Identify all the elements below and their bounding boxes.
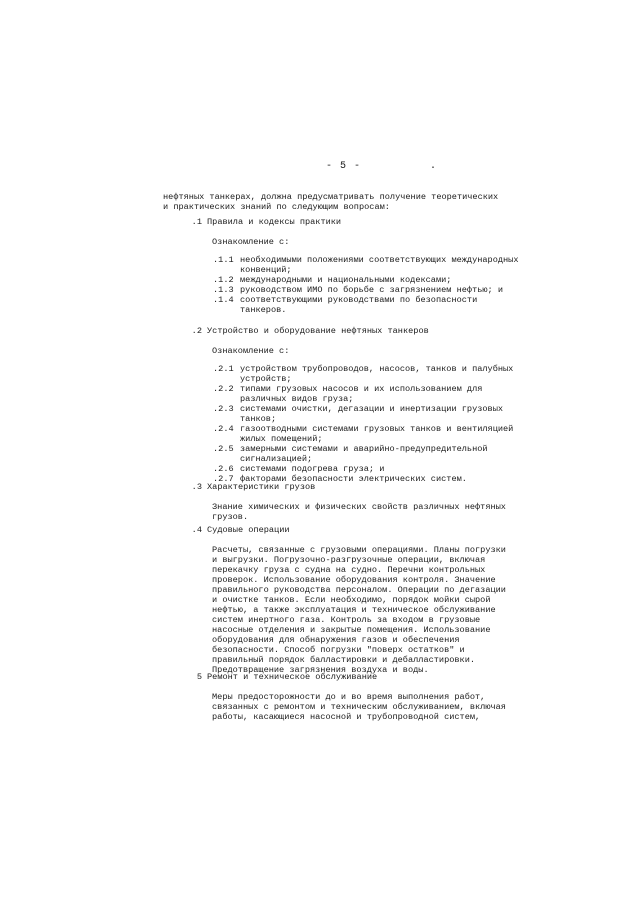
item-list bbox=[213, 255, 523, 315]
item-number: .2.1 bbox=[213, 364, 234, 374]
section-1 bbox=[163, 217, 523, 315]
item-text: замерными системами и аварийно-предупредительной сигнализацией; bbox=[240, 444, 488, 464]
item-text: факторами безопасности электрических систем. bbox=[240, 474, 467, 484]
item-text: соответствующими руководствами по безопасности танкеров. bbox=[240, 295, 478, 315]
section-title: Ремонт и техническое обслуживание bbox=[207, 672, 378, 682]
section-title: Характеристики грузов bbox=[207, 482, 316, 492]
item-number: .1.4 bbox=[213, 295, 234, 305]
item-number: .1.3 bbox=[213, 285, 234, 295]
section-number: .3 bbox=[191, 482, 202, 492]
section-subheading: Ознакомление с: bbox=[212, 237, 290, 247]
item-number: .2.4 bbox=[213, 424, 234, 434]
item-list bbox=[213, 364, 523, 484]
section-4 bbox=[163, 525, 523, 675]
item-text: типами грузовых насосов и их использованием для различных видов груза; bbox=[240, 384, 483, 404]
section-number: .2 bbox=[191, 326, 202, 336]
item-number: .1.1 bbox=[213, 255, 234, 265]
section-number: .4 bbox=[191, 525, 202, 535]
section-2 bbox=[163, 326, 523, 484]
item-text: международными и национальными кодексами; bbox=[240, 275, 452, 285]
section-paragraph: Знание химических и физических свойств различных нефтяных грузов. bbox=[212, 502, 506, 522]
item-text: газоотводными системами грузовых танков и вентиляцией жилых помещений; bbox=[240, 424, 514, 444]
stray-mark: . bbox=[430, 161, 437, 172]
item-text: необходимыми положениями соответствующих международных конвенций; bbox=[240, 255, 519, 275]
list-item bbox=[213, 444, 523, 464]
section-paragraph: Расчеты, связанные с грузовыми операциями. Планы погрузки и выгрузки. Погрузочно-разгрузочные операции, включая перекачку груза с судна на судно. Перечни контрольных проверок. Использование оборудования контроля. Значение правильного руководства персоналом. Операции по дегазации и очистке танков. Если необходимо, порядок мойки сырой нефтью, а также эксплуатация и техническое обслуживание систем инертного газа. Контроль за входом в грузовые насосные отделения и закрытые помещения. Использование оборудования для обнаружения газов и обеспечения безопасности. Способ погрузки "поверх остатков" и правильный порядок балластировки и дебалластировки. Предотвращение загрязнения воздуха и воды. bbox=[212, 545, 506, 675]
page-number: - 5 - bbox=[326, 161, 362, 172]
item-number: .2.6 bbox=[213, 464, 234, 474]
list-item bbox=[213, 285, 523, 295]
section-title: Устройство и оборудование нефтяных танкеров bbox=[207, 326, 429, 336]
section-number: 5 bbox=[196, 672, 202, 682]
section-number: .1 bbox=[191, 217, 202, 227]
item-text: руководством ИМО по борьбе с загрязнением нефтью; и bbox=[240, 285, 504, 295]
list-item bbox=[213, 255, 523, 275]
section-subheading: Ознакомление с: bbox=[212, 346, 290, 356]
section-title: Судовые операции bbox=[207, 525, 290, 535]
item-number: .2.3 bbox=[213, 404, 234, 414]
item-number: .1.2 bbox=[213, 275, 234, 285]
list-item bbox=[213, 364, 523, 384]
section-paragraph: Меры предосторожности до и во время выполнения работ, связанных с ремонтом и техническим обслуживанием, включая работы, касающиеся насосной и трубопроводной систем, bbox=[212, 692, 506, 722]
list-item bbox=[213, 464, 523, 474]
list-item bbox=[213, 404, 523, 424]
section-3 bbox=[163, 482, 523, 522]
section-5 bbox=[163, 672, 523, 722]
intro-paragraph: нефтяных танкерах, должна предусматривать получение теоретических и практических знаний по следующим вопросам: bbox=[163, 192, 499, 212]
list-item bbox=[213, 275, 523, 285]
list-item bbox=[213, 384, 523, 404]
item-text: системами подогрева груза; и bbox=[240, 464, 385, 474]
item-text: системами очистки, дегазации и инертизации грузовых танков; bbox=[240, 404, 504, 424]
section-title: Правила и кодексы практики bbox=[207, 217, 342, 227]
list-item bbox=[213, 424, 523, 444]
list-item bbox=[213, 295, 523, 315]
item-number: .2.5 bbox=[213, 444, 234, 454]
item-number: .2.7 bbox=[213, 474, 234, 484]
item-text: устройством трубопроводов, насосов, танков и палубных устройств; bbox=[240, 364, 514, 384]
item-number: .2.2 bbox=[213, 384, 234, 394]
